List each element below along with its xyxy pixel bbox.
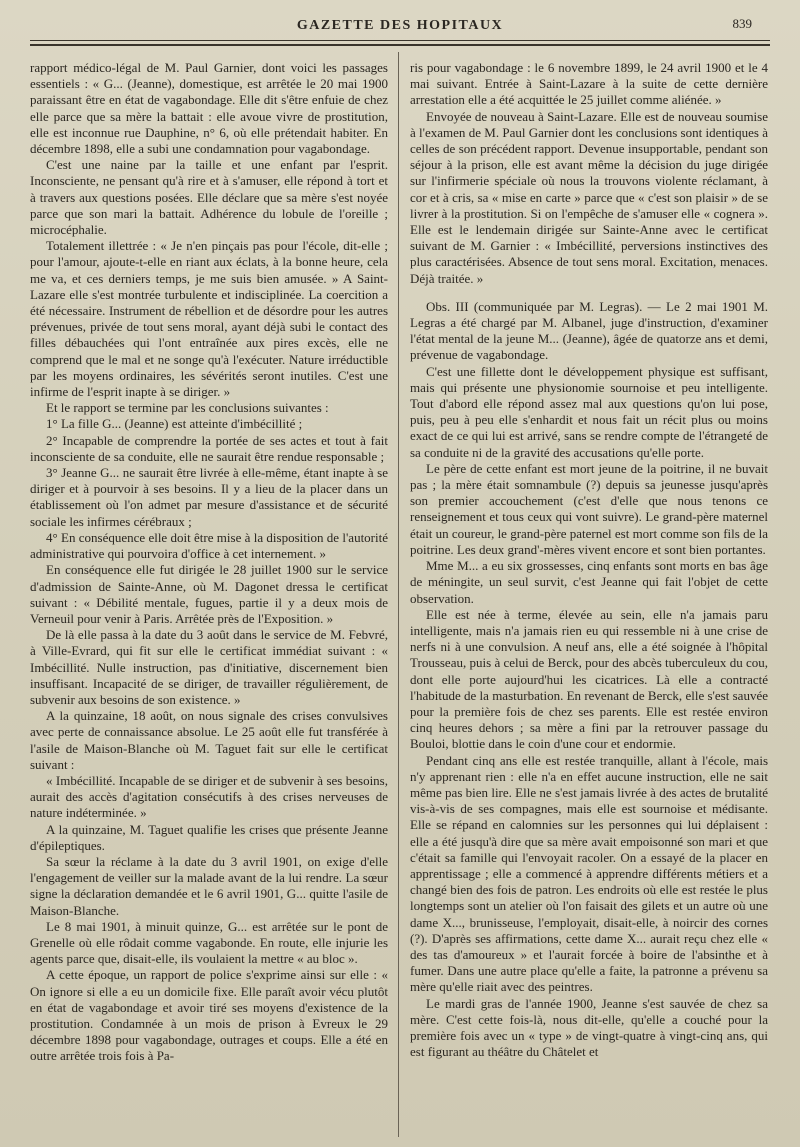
paragraph: Totalement illettrée : « Je n'en pinçais pas pour l'école, dit-elle ; pour l'amour, ajoute-t-elle en riant aux éclats, à la bonne heure, cela me va, et ces derniers temps, je me suis bien amusée. » A Saint-Lazare elle s'est montrée turbulente et indisciplinée. La coercition a été nécessaire. Instrument de rébellion et de désordre pour les autres prévenues, privée de tout sens moral, ayant déjà subi le contact des filles débauchées qui l'ont entraînée aux pires excès, elle ne comprend que le mal et ne songe qu'à l'exécuter. Nature irréductible par les moyens ordinaires, les sévérités seront inutiles. C'est une infirme de l'esprit inapte à se diriger. » bbox=[30, 238, 388, 400]
paragraph: Elle est née à terme, élevée au sein, elle n'a jamais paru intelligente, mais n'a jamais rien eu qui ressemble ni à une crise de nerfs ni à une convulsion. A neuf ans, elle a été soignée à l'hôpital Trousseau, puis à celui de Berck, pour des abcès tuberculeux du cou, dont elle porte aujourd'hui les cicatrices. Là elle a contracté l'habitude de la masturbation. En revenant de Berck, elle s'est sauvée pour la première fois de chez ses parents. Elle est restée environ cinq heures dehors ; sa mère a fini par la retrouver passage du Bouloi, blottie dans le coin d'une cour et endormie. bbox=[410, 606, 768, 752]
paragraph: A cette époque, un rapport de police s'exprime ainsi sur elle : « On ignore si elle a eu un domicile fixe. Elle paraît avoir vécu plutôt en état de vagabondage et avoir tiré ses moyens d'existence de la prostitution. Condamnée à un mois de prison à Evreux le 29 décembre 1898 pour vagabondage, outrages et coups. Elle a été en outre arrêtée trois fois à Pa- bbox=[30, 967, 388, 1064]
paragraph: Le 8 mai 1901, à minuit quinze, G... est arrêtée sur le pont de Grenelle où elle rôdait comme vagabonde. En route, elle injurie les agents parce que, disait-elle, ils voulaient la mettre « au bloc ». bbox=[30, 918, 388, 967]
paragraph: Le mardi gras de l'année 1900, Jeanne s'est sauvée de chez sa mère. C'est cette fois-là, nous dit-elle, qu'elle a couché pour la première fois avec un « type » de vingt-quatre à vingt-cinq ans, qui est figurant au théâtre du Châtelet et bbox=[410, 995, 768, 1060]
paragraph: Le père de cette enfant est mort jeune de la poitrine, il ne buvait pas ; la mère était somnambule (?) depuis sa jeunesse jusqu'après son premier accouchement (c'est d'elle que nous tenons ce renseignement et tous ceux qui vont suivre). Le grand-père maternel était un coureur, le grand-père paternel est mort comme son fils de la poitrine. Les deux grand'-mères vivent encore et sont bien portantes. bbox=[410, 460, 768, 557]
journal-title: GAZETTE DES HOPITAUX bbox=[296, 18, 504, 33]
paragraph: 4° En conséquence elle doit être mise à la disposition de l'autorité administrative qui pourvoira d'office à cet internement. » bbox=[30, 529, 388, 562]
paragraph: Sa sœur la réclame à la date du 3 avril 1901, on exige d'elle l'engagement de veiller sur la malade avant de la lui rendre. La sœur signe la déclaration demandée et le 6 avril 1901, G... quitte l'asile de Maison-Blanche. bbox=[30, 853, 388, 918]
header-rule-thick bbox=[30, 44, 770, 46]
observation-heading-paragraph: Obs. III (communiquée par M. Legras). — Le 2 mai 1901 M. Legras a été chargé par M. Albanel, juge d'instruction, d'examiner l'état mental de la jeune M... (Jeanne), âgée de quatorze ans et demi, prévenue de vagabondage. bbox=[410, 298, 768, 363]
paragraph: 2° Incapable de comprendre la portée de ses actes et tout à fait inconsciente de sa conduite, elle ne saurait être rendue responsable ; bbox=[30, 432, 388, 464]
paragraph: A la quinzaine, 18 août, on nous signale des crises convulsives avec perte de connaissance absolue. Le 25 août elle fut transférée à l'asile de Maison-Blanche où M. Taguet fait sur elle le certificat suivant : bbox=[30, 708, 388, 772]
paragraph: C'est une fillette dont le développement physique est suffisant, mais qui présente une physionomie sournoise et peu intelligente. Tout d'abord elle répond assez mal aux questions qu'on lui pose, puis, peu à peu elle s'enhardit et nous fait un récit plus ou moins exact de ce qui lui est arrivé, sans se rendre compte de l'étrangeté de sa conduite ni de la gravité des accusations qu'elle porte. bbox=[410, 363, 768, 460]
paragraph: 3° Jeanne G... ne saurait être livrée à elle-même, étant inapte à se diriger et à pourvoir à ses besoins. Il y a lieu de la placer dans un établissement où l'on admet par mesure d'assistance et de sécurité sociale les infirmes cérébraux ; bbox=[30, 465, 388, 529]
right-column bbox=[410, 60, 768, 1060]
page-number: 839 bbox=[732, 16, 752, 31]
paragraph: Pendant cinq ans elle est restée tranquille, allant à l'école, mais n'y apprenant rien : elle n'a en effet aucune instruction, elle ne sait même pas bien lire. Elle ne s'est jamais livrée à des actes de brutalité vis-à-vis de ses compagnes, mais elle est sournoise et médisante. Elle se répand en calomnies sur les personnes qui lui déplaisent : elle a été jusqu'à dire que sa mère avait empoisonné son mari et que c'était sa famille qui l'envoyait racoler. On a essayé de la placer en apprentissage ; elle a commencé à apprendre différents métiers et a changé bien des fois de patron. Les endroits où elle est restée le plus longtemps sont un atelier où l'on faisait des gilets et un autre où une dame X..., brunisseuse, l'employait, disait-elle, à noircir des cornes (?). D'après ses affirmations, cette dame X... aurait reçu chez elle « des tas d'amoureux » et l'aurait forcée à boire de l'absinthe et à fumer. Dans une autre place qu'elle a faite, la patronne a prévenu sa mère qu'elle riait avec des peintres. bbox=[410, 752, 768, 995]
paragraph: rapport médico-légal de M. Paul Garnier, dont voici les passages essentiels : « G... (Jeanne), domestique, est arrêtée le 20 mai 1900 paraissant être en état de vagabondage. Elle dit s'être enfuie de chez elle parce que sa mère la battait : elle avoue vivre de prostitution, elle est inconnue rue Dauphine, n° 6, où elle prétendait habiter. En décembre 1898, elle a subi une condamnation pour vagabondage. bbox=[30, 60, 388, 157]
paragraph: A la quinzaine, M. Taguet qualifie les crises que présente Jeanne d'épileptiques. bbox=[30, 821, 388, 853]
paragraph: Et le rapport se termine par les conclusions suivantes : bbox=[46, 400, 329, 416]
paragraph: Envoyée de nouveau à Saint-Lazare. Elle est de nouveau soumise à l'examen de M. Paul Garnier dont les conclusions sont identiques à celles de son précédent rapport. Devenue insupportable, pendant son séjour à la prison, elle est avant même la décision du juge dirigée sur l'infirmerie spéciale où nous la trouvons violente réclamant, à cor et à cris, sa « mise en carte » parce que « c'est son plaisir » de se livrer à la prostitution. Si on l'empêche de s'amuser elle « cognera ». Elle est le lendemain dirigée sur Sainte-Anne avec le certificat suivant de M. Garnier : « Imbécillité, perversions instinctives des plus caractérisées. Absence de tout sens moral. Excitation, menaces. Déjà traitée. » bbox=[410, 108, 768, 286]
left-column bbox=[30, 60, 388, 1065]
column-divider bbox=[398, 52, 399, 1137]
paragraph: « Imbécillité. Incapable de se diriger et de subvenir à ses besoins, aurait des accès d'agitation consécutifs à des crises nerveuses de nature indéterminée. » bbox=[30, 772, 388, 821]
paragraph: C'est une naine par la taille et une enfant par l'esprit. Inconsciente, ne pensant qu'à rire et à s'amuser, elle répond à tort et à travers aux questions posées. Elle déclare que sa mère s'est noyée parce que son mari la battait. Adhérence du lobule de l'oreille ; microcéphalie. bbox=[30, 157, 388, 238]
paragraph: 1° La fille G... (Jeanne) est atteinte d'imbécillité ; bbox=[46, 416, 303, 432]
paragraph: De là elle passa à la date du 3 août dans le service de M. Febvré, à Ville-Evrard, qui fit sur elle le certificat immédiat suivant : « Imbécillité. Nulle instruction, pas d'initiative, discernement bien insuffisant. Incapacité de se diriger, de travailler régulièrement, de subvenir aux besoins de son existence. » bbox=[30, 627, 388, 707]
header-rule-thin bbox=[30, 40, 770, 41]
paragraph: En conséquence elle fut dirigée le 28 juillet 1900 sur le service d'admission de Sainte-Anne, où M. Dagonet dressa le certificat suivant : « Débilité mentale, fugues, partie il y a deux mois de Verneuil pour venir à Paris. Arrêtée près de l'Exposition. » bbox=[30, 562, 388, 626]
paragraph: ris pour vagabondage : le 6 novembre 1899, le 24 avril 1900 et le 4 mai suivant. Entrée à Saint-Lazare à la suite de cette dernière arrestation elle a été acquittée le 25 juillet comme aliénée. » bbox=[410, 60, 768, 108]
paragraph: Mme M... a eu six grossesses, cinq enfants sont morts en bas âge de méningite, un seul survit, c'est Jeanne qui fait l'objet de cette observation. bbox=[410, 558, 768, 606]
